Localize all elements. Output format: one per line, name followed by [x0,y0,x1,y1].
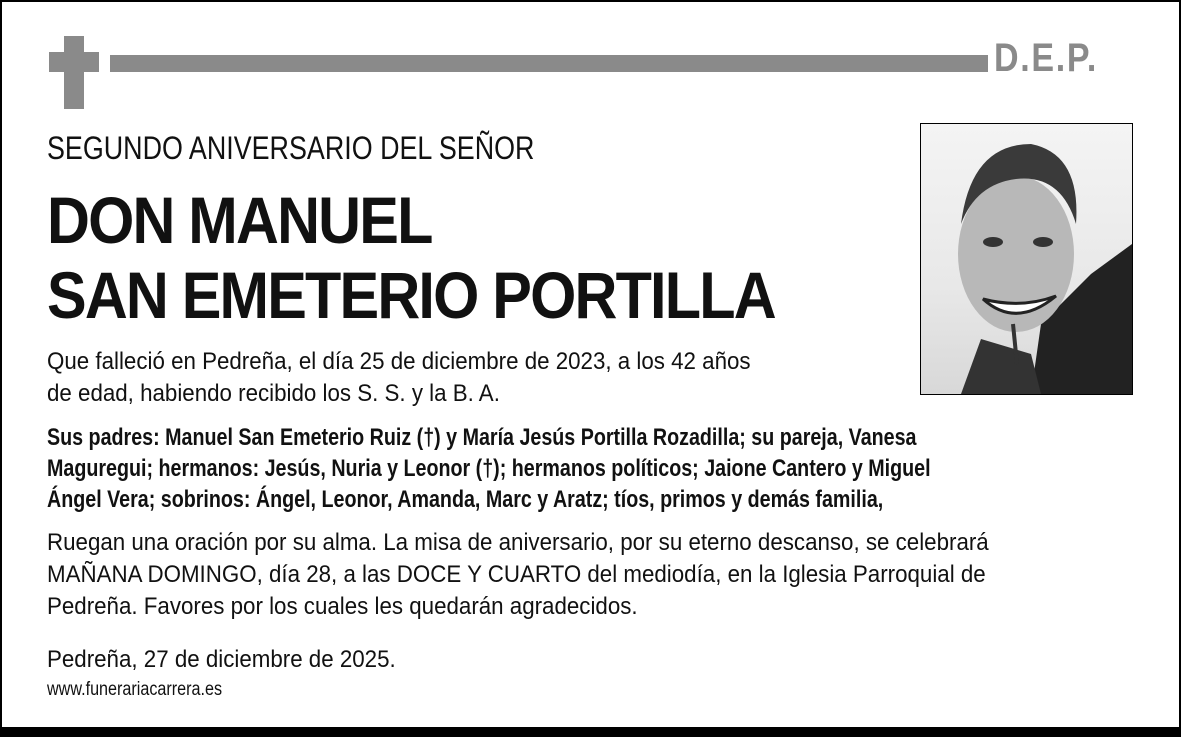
portrait-photo [920,123,1133,395]
deceased-name-line-1: DON MANUEL [47,183,432,257]
cross-icon-arm [49,52,99,72]
deceased-name-line-2: SAN EMETERIO PORTILLA [47,258,775,332]
mass-text-line: Ruegan una oración por su alma. La misa de aniversario, por su eterno descanso, se celebrará [47,529,989,556]
family-text-line: Maguregui; hermanos: Jesús, Nuria y Leonor (†); hermanos políticos; Jaione Cantero y Miguel [47,455,931,482]
family-text-line: Ángel Vera; sobrinos: Ángel, Leonor, Amanda, Marc y Aratz; tíos, primos y demás familia, [47,486,884,513]
header-rule [110,55,988,72]
dep-label: D.E.P. [994,36,1099,80]
death-text-line: de edad, habiendo recibido los S. S. y la B. A. [47,380,500,407]
bottom-bar [0,727,1181,737]
death-text-line: Que falleció en Pedreña, el día 25 de diciembre de 2023, a los 42 años [47,348,751,375]
place-date: Pedreña, 27 de diciembre de 2025. [47,646,396,673]
family-text-line: Sus padres: Manuel San Emeterio Ruiz (†) y María Jesús Portilla Rozadilla; su pareja, Vanesa [47,424,917,451]
portrait-image [921,124,1132,394]
mass-text-line: MAÑANA DOMINGO, día 28, a las DOCE Y CUARTO del mediodía, en la Iglesia Parroquial de [47,561,986,588]
cross-icon [64,36,84,109]
website-link[interactable]: www.funerariacarrera.es [47,679,223,700]
mass-text-line: Pedreña. Favores por los cuales les quedarán agradecidos. [47,593,638,620]
subtitle: SEGUNDO ANIVERSARIO DEL SEÑOR [47,130,535,166]
